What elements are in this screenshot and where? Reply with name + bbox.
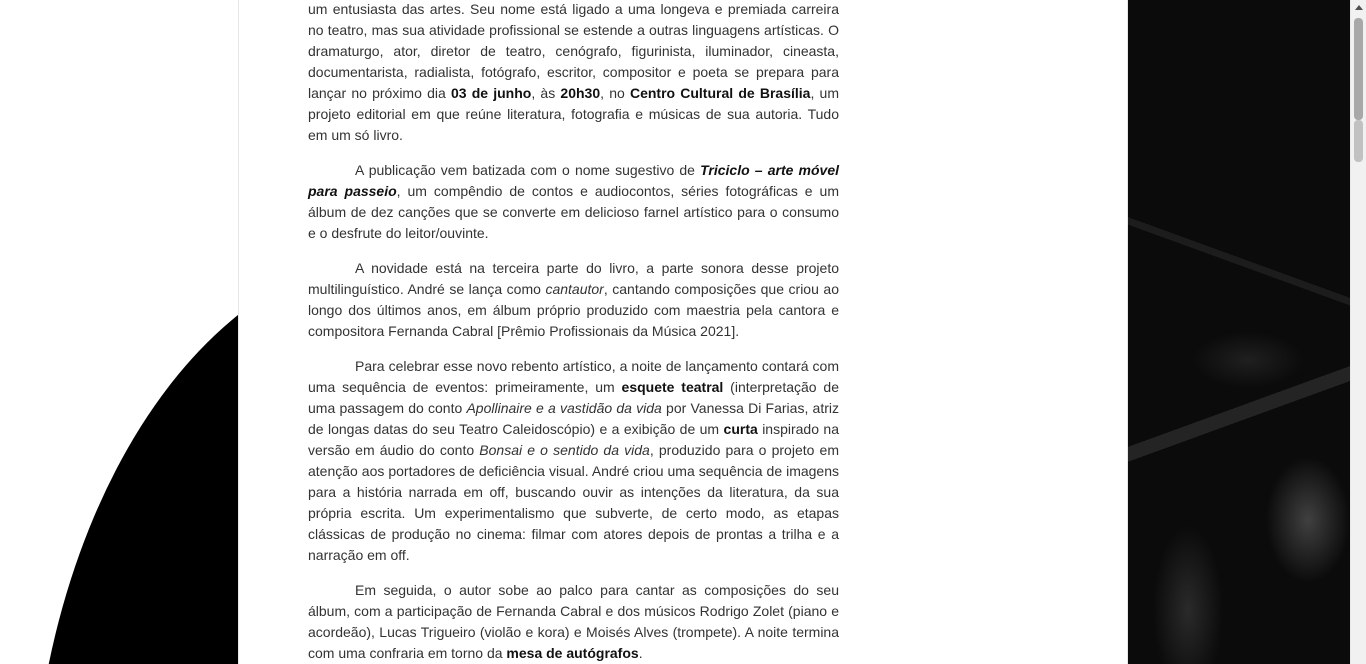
paragraph-3 [308,258,839,342]
emphasis: cantautor [545,281,604,297]
text: A novidade está na terceira parte do livro, a parte sonora desse projeto multilinguístico. André se lança como [308,260,839,297]
text: , cantando composições que criou ao longo dos últimos anos, em álbum próprio produzido com maestria pela cantora e compositora Fernanda Cabral [Prêmio Profissionais da Música 2021]. [308,281,839,339]
text: , às [531,85,561,101]
event-time: 20h30 [560,85,601,101]
article-panel [238,0,1128,664]
paragraph-5 [308,580,839,664]
text: inspirado na versão em áudio do conto [308,421,839,458]
scrollbar-thumb[interactable] [1354,18,1363,120]
book-title: Triciclo – arte móvel para passeio [308,162,839,199]
emphasis-bold: esquete teatral [621,379,724,395]
text: , um projeto editorial em que reúne literatura, fotografia e músicas de sua autoria. Tudo em um só livro. [308,85,839,143]
text: Para celebrar esse novo rebento artístico, a noite de lançamento contará com uma sequência de eventos: primeiramente, um [308,358,839,395]
paragraph-1 [308,0,839,146]
background-photo [1128,0,1350,664]
scrollbar-track-segment[interactable] [1354,120,1363,162]
text: , um compêndio de contos e audiocontos, séries fotográficas e um álbum de dez canções que se converte em delicioso farnel artístico para o consumo e o desfrute do leitor/ouvinte. [308,183,839,241]
story-title: Apollinaire e a vastidão da vida [466,400,662,416]
story-title: Bonsai e o sentido da vida [479,442,650,458]
background-left [0,0,240,664]
background-black-shape [30,250,240,664]
paragraph-4 [308,356,839,566]
text: um entusiasta das artes. Seu nome está ligado a uma longeva e premiada carreira no teatro, mas sua atividade profissional se estende a outras linguagens artísticas. O dramaturgo, ator, diretor de teatro, cenógrafo, figurinista, iluminador, cineasta, documentarista, radialista, fotógrafo, escritor, compositor e poeta se prepara para lançar no próximo dia [308,1,839,101]
emphasis-bold: mesa de autógrafos [506,645,639,661]
scroll-up-arrow-icon[interactable] [1351,0,1366,16]
emphasis-bold: curta [723,421,758,437]
page-scrollbar[interactable] [1350,0,1366,664]
text: , no [600,85,630,101]
text: . [638,645,643,661]
event-date: 03 de junho [450,85,532,101]
paragraph-2 [308,160,839,244]
text: Em seguida, o autor sobe ao palco para cantar as composições do seu álbum, com a participação de Fernanda Cabral e dos músicos Rodrigo Zolet (piano e acordeão), Lucas Trigueiro (violão e kora) e Moisés Alves (trompete). A noite termina com uma confraria em torno da [308,582,839,661]
text: (interpretação de uma passagem do conto [308,379,839,416]
text: por Vanessa Di Farias, atriz de longas datas do seu Teatro Caleidoscópio) e a exibição de um [308,400,839,437]
article-body [308,0,839,664]
text: A publicação vem batizada com o nome sugestivo de [355,162,701,178]
event-venue: Centro Cultural de Brasília [629,85,811,101]
text: , produzido para o projeto em atenção aos portadores de deficiência visual. André criou uma sequência de imagens para a história narrada em off, buscando ouvir as intenções da literatura, da sua própria escrita. Um experimentalismo que subverte, de certo modo, as etapas clássicas de produção no cinema: filmar com atores depois de prontas a trilha e a narração em off. [308,442,840,563]
